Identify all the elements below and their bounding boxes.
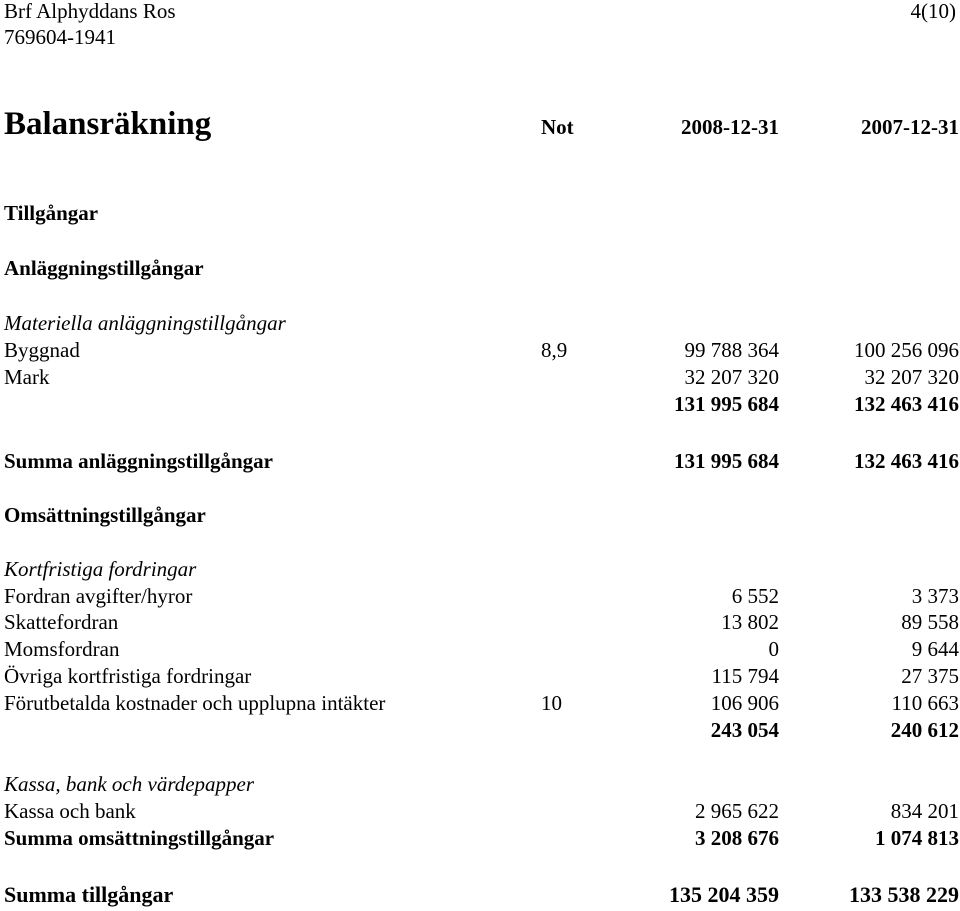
row-2008-byggnad: 99 788 364 xyxy=(684,338,779,362)
subtotal-2007-receivables: 240 612 xyxy=(890,718,959,742)
row-2008-assets-total: 135 204 359 xyxy=(669,882,779,907)
row-2007-ovriga: 27 375 xyxy=(901,664,959,688)
organization-name: Brf Alphyddans Ros xyxy=(4,0,176,23)
year-2008-column-header: 2008-12-31 xyxy=(681,115,779,139)
section-fixed-assets: Anläggningstillgångar xyxy=(4,256,204,280)
subsection-cash-securities: Kassa, bank och värdepapper xyxy=(4,772,255,796)
row-2008-forutbetalda: 106 906 xyxy=(710,691,779,715)
row-2007-byggnad: 100 256 096 xyxy=(854,338,959,362)
row-2008-ovriga: 115 794 xyxy=(711,664,779,688)
row-2007-current-total: 1 074 813 xyxy=(875,826,959,850)
row-2007-skattefordran: 89 558 xyxy=(901,610,959,634)
note-column-header: Not xyxy=(541,115,574,139)
section-current-assets: Omsättningstillgångar xyxy=(4,503,206,527)
row-2008-momsfordran: 0 xyxy=(768,637,779,661)
row-2007-assets-total: 133 538 229 xyxy=(849,882,959,907)
row-label-current-total: Summa omsättningstillgångar xyxy=(4,826,275,850)
row-2007-mark: 32 207 320 xyxy=(864,365,959,389)
row-label-ovriga: Övriga kortfristiga fordringar xyxy=(4,664,252,688)
row-2008-mark: 32 207 320 xyxy=(684,365,779,389)
row-label-byggnad: Byggnad xyxy=(4,338,80,362)
organization-number: 769604-1941 xyxy=(4,25,116,49)
row-label-mark: Mark xyxy=(4,365,50,389)
subsection-short-receivables: Kortfristiga fordringar xyxy=(4,557,197,581)
row-2007-kassa: 834 201 xyxy=(890,799,959,823)
section-assets: Tillgångar xyxy=(4,201,99,225)
subtotal-2008-receivables: 243 054 xyxy=(710,718,779,742)
page-number: 4(10) xyxy=(910,0,956,23)
year-2007-column-header: 2007-12-31 xyxy=(861,115,959,139)
row-2007-momsfordran: 9 644 xyxy=(911,637,959,661)
row-2008-fixed-total: 131 995 684 xyxy=(674,449,779,473)
row-2008-skattefordran: 13 802 xyxy=(721,610,779,634)
row-note-forutbetalda: 10 xyxy=(541,691,562,715)
row-2008-current-total: 3 208 676 xyxy=(695,826,779,850)
row-2008-kassa: 2 965 622 xyxy=(695,799,779,823)
row-label-fixed-total: Summa anläggningstillgångar xyxy=(4,449,273,473)
page-title: Balansräkning xyxy=(4,106,212,142)
row-note-byggnad: 8,9 xyxy=(541,338,568,362)
row-label-fordran: Fordran avgifter/hyror xyxy=(4,584,193,608)
row-label-skattefordran: Skattefordran xyxy=(4,610,119,634)
row-2007-fordran: 3 373 xyxy=(911,584,959,608)
row-2007-forutbetalda: 110 663 xyxy=(891,691,959,715)
row-label-forutbetalda: Förutbetalda kostnader och upplupna intäkter xyxy=(4,691,386,715)
row-2008-fordran: 6 552 xyxy=(731,584,779,608)
row-label-assets-total: Summa tillgångar xyxy=(4,882,174,907)
row-label-kassa: Kassa och bank xyxy=(4,799,136,823)
row-label-momsfordran: Momsfordran xyxy=(4,637,120,661)
subsection-tangible-assets: Materiella anläggningstillgångar xyxy=(4,311,286,335)
subtotal-2008-tangible: 131 995 684 xyxy=(674,392,779,416)
subtotal-2007-tangible: 132 463 416 xyxy=(854,392,959,416)
row-2007-fixed-total: 132 463 416 xyxy=(854,449,959,473)
